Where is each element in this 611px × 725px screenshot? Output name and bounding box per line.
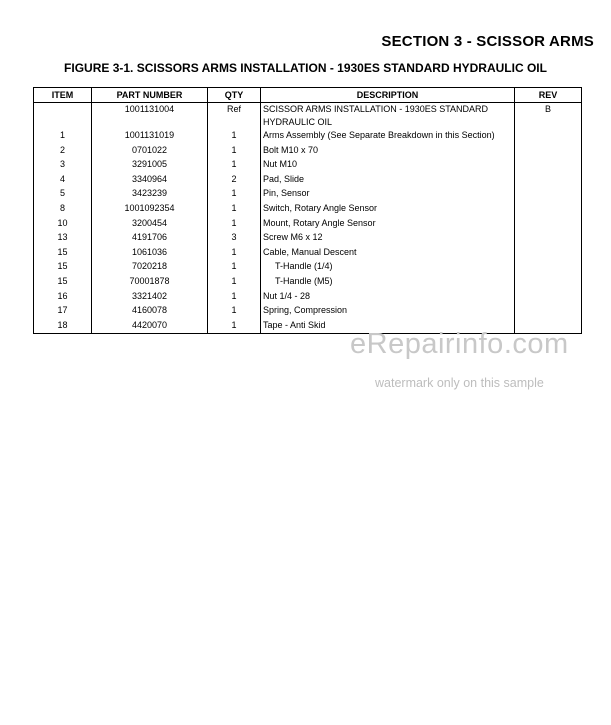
cell-rev xyxy=(515,290,582,305)
cell-qty: 1 xyxy=(208,144,261,159)
cell-part-number: 1001131019 xyxy=(92,129,208,144)
cell-part-number: 1061036 xyxy=(92,246,208,261)
cell-part-number: 4420070 xyxy=(92,319,208,334)
parts-table-body xyxy=(34,103,582,334)
cell-description: Pin, Sensor xyxy=(261,187,515,202)
cell-rev xyxy=(515,217,582,232)
cell-part-number: 4191706 xyxy=(92,231,208,246)
cell-item xyxy=(34,103,92,130)
cell-part-number: 1001092354 xyxy=(92,202,208,217)
cell-qty: 1 xyxy=(208,304,261,319)
cell-part-number: 3321402 xyxy=(92,290,208,305)
cell-description: SCISSOR ARMS INSTALLATION - 1930ES STANDARD HYDRAULIC OIL xyxy=(261,103,515,130)
cell-description: Screw M6 x 12 xyxy=(261,231,515,246)
cell-rev xyxy=(515,304,582,319)
parts-table xyxy=(33,87,582,334)
cell-rev xyxy=(515,129,582,144)
cell-rev xyxy=(515,231,582,246)
table-row xyxy=(34,202,582,217)
cell-description: Pad, Slide xyxy=(261,173,515,188)
cell-description: T-Handle (M5) xyxy=(261,275,515,290)
cell-description: T-Handle (1/4) xyxy=(261,260,515,275)
table-header-row xyxy=(34,88,582,103)
cell-rev xyxy=(515,158,582,173)
cell-rev xyxy=(515,202,582,217)
figure-title: FIGURE 3-1. SCISSORS ARMS INSTALLATION - 1930ES STANDARD HYDRAULIC OIL xyxy=(64,61,547,75)
cell-item: 3 xyxy=(34,158,92,173)
cell-description: Tape - Anti Skid xyxy=(261,319,515,334)
cell-item: 5 xyxy=(34,187,92,202)
cell-part-number: 3340964 xyxy=(92,173,208,188)
table-row xyxy=(34,290,582,305)
cell-part-number: 0701022 xyxy=(92,144,208,159)
cell-description: Spring, Compression xyxy=(261,304,515,319)
table-row xyxy=(34,158,582,173)
table-row xyxy=(34,129,582,144)
cell-rev xyxy=(515,187,582,202)
cell-item: 2 xyxy=(34,144,92,159)
cell-rev xyxy=(515,275,582,290)
cell-description: Nut 1/4 - 28 xyxy=(261,290,515,305)
table-row xyxy=(34,304,582,319)
cell-item: 16 xyxy=(34,290,92,305)
cell-qty: 3 xyxy=(208,231,261,246)
cell-item: 8 xyxy=(34,202,92,217)
cell-item: 15 xyxy=(34,246,92,261)
cell-part-number: 7020218 xyxy=(92,260,208,275)
table-row xyxy=(34,217,582,232)
column-header-item: ITEM xyxy=(34,88,92,103)
cell-rev xyxy=(515,246,582,261)
cell-description: Switch, Rotary Angle Sensor xyxy=(261,202,515,217)
cell-rev: B xyxy=(515,103,582,130)
cell-qty: 2 xyxy=(208,173,261,188)
cell-description: Bolt M10 x 70 xyxy=(261,144,515,159)
cell-qty: 1 xyxy=(208,275,261,290)
cell-qty: 1 xyxy=(208,290,261,305)
watermark-site: eRepairinfo.com xyxy=(350,328,569,360)
cell-item: 15 xyxy=(34,275,92,290)
column-header-rev: REV xyxy=(515,88,582,103)
cell-qty: 1 xyxy=(208,158,261,173)
cell-description: Cable, Manual Descent xyxy=(261,246,515,261)
table-row xyxy=(34,187,582,202)
cell-rev xyxy=(515,260,582,275)
table-row xyxy=(34,260,582,275)
cell-description: Mount, Rotary Angle Sensor xyxy=(261,217,515,232)
cell-qty: Ref xyxy=(208,103,261,130)
cell-item: 17 xyxy=(34,304,92,319)
cell-qty: 1 xyxy=(208,129,261,144)
watermark-note: watermark only on this sample xyxy=(375,376,544,390)
column-header-qty: QTY xyxy=(208,88,261,103)
cell-part-number: 1001131004 xyxy=(92,103,208,130)
cell-description: Arms Assembly (See Separate Breakdown in this Section) xyxy=(261,129,515,144)
cell-qty: 1 xyxy=(208,217,261,232)
cell-rev xyxy=(515,144,582,159)
column-header-description: DESCRIPTION xyxy=(261,88,515,103)
cell-item: 10 xyxy=(34,217,92,232)
table-row xyxy=(34,173,582,188)
table-row xyxy=(34,231,582,246)
cell-rev xyxy=(515,173,582,188)
table-row xyxy=(34,246,582,261)
cell-qty: 1 xyxy=(208,246,261,261)
cell-item: 18 xyxy=(34,319,92,334)
cell-part-number: 3291005 xyxy=(92,158,208,173)
cell-part-number: 3200454 xyxy=(92,217,208,232)
cell-part-number: 70001878 xyxy=(92,275,208,290)
cell-qty: 1 xyxy=(208,202,261,217)
cell-qty: 1 xyxy=(208,187,261,202)
column-header-part-number: PART NUMBER xyxy=(92,88,208,103)
section-title: SECTION 3 - SCISSOR ARMS xyxy=(381,33,594,50)
cell-item: 4 xyxy=(34,173,92,188)
table-row xyxy=(34,144,582,159)
cell-part-number: 3423239 xyxy=(92,187,208,202)
cell-qty: 1 xyxy=(208,319,261,334)
table-row xyxy=(34,103,582,130)
cell-description: Nut M10 xyxy=(261,158,515,173)
cell-qty: 1 xyxy=(208,260,261,275)
cell-part-number: 4160078 xyxy=(92,304,208,319)
cell-item: 13 xyxy=(34,231,92,246)
cell-item: 1 xyxy=(34,129,92,144)
cell-item: 15 xyxy=(34,260,92,275)
table-row xyxy=(34,275,582,290)
